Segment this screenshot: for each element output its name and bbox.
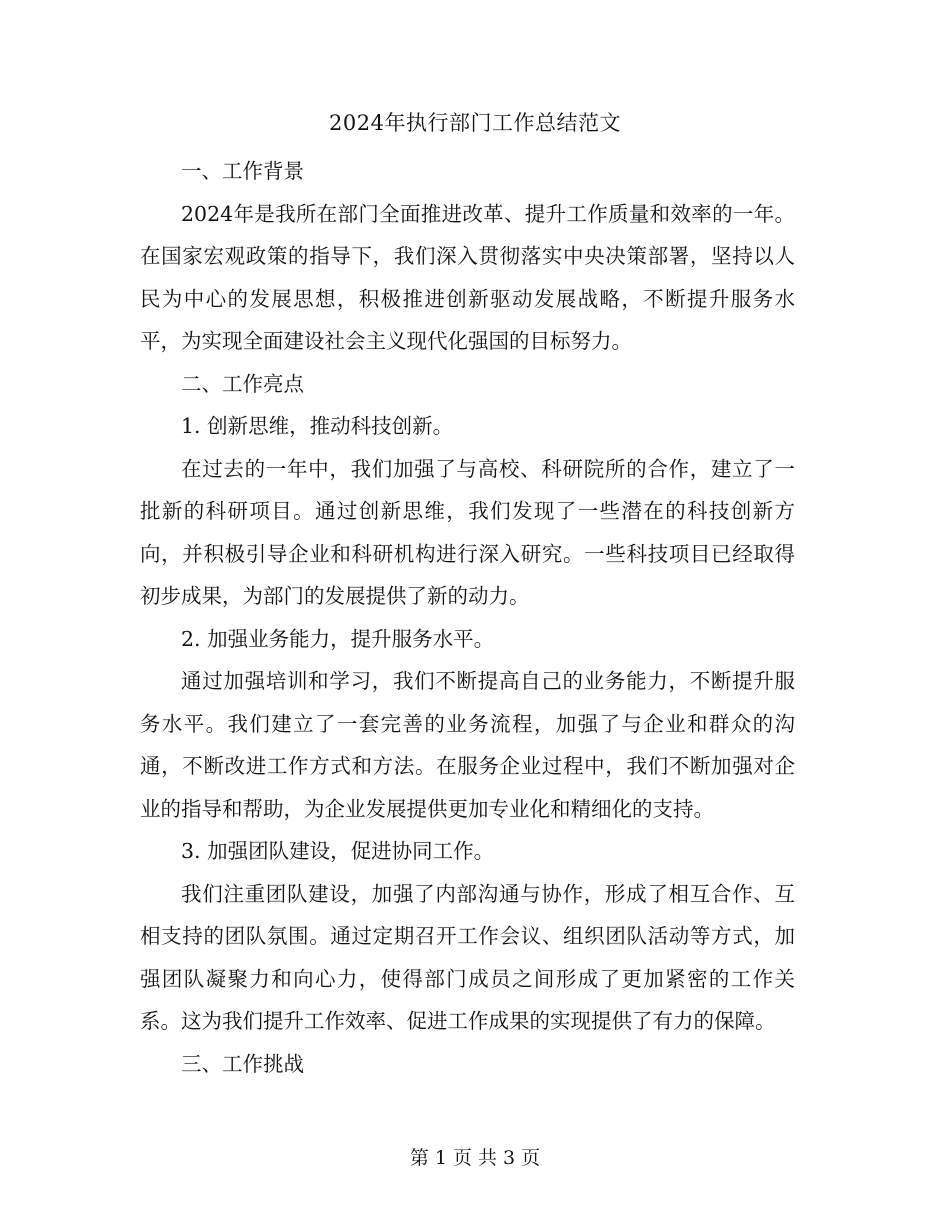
page-footer: 第 1 页 共 3 页 [409,1147,541,1169]
paragraph-team-building: 我们注重团队建设，加强了内部沟通与协作，形成了相互合作、互相支持的团队氛围。通过定期召开工作会议、组织团队活动等方式，加强团队凝聚力和向心力，使得部门成员之间形成了更加紧密的工作关系。这为我们提升工作效率、促进工作成果的实现提供了有力的保障。 [140,881,795,1033]
document-body [140,150,795,1085]
section-heading-background: 一、工作背景 [181,159,304,183]
paragraph-business-ability: 通过加强培训和学习，我们不断提高自己的业务能力，不断提升服务水平。我们建立了一套完善的业务流程，加强了与企业和群众的沟通，不断改进工作方式和方法。在服务企业过程中，我们不断加强对企业的指导和帮助，为企业发展提供更加专业化和精细化的支持。 [140,669,795,821]
subheading-team-building: 3. 加强团队建设，促进协同工作。 [181,839,495,863]
section-heading-highlights: 二、工作亮点 [181,371,304,396]
paragraph-innovation: 在过去的一年中，我们加强了与高校、科研院所的合作，建立了一批新的科研项目。通过创新思维，我们发现了一些潜在的科技创新方向，并积极引导企业和科研机构进行深入研究。一些科技项目已经取得初步成果，为部门的发展提供了新的动力。 [140,456,795,608]
subheading-business-ability: 2. 加强业务能力，提升服务水平。 [181,626,495,651]
section-heading-challenges: 三、工作挑战 [181,1051,304,1076]
document-title: 2024年执行部门工作总结范文 [329,111,621,135]
subheading-innovation: 1. 创新思维，推动科技创新。 [181,414,454,438]
paragraph-background: 2024年是我所在部门全面推进改革、提升工作质量和效率的一年。在国家宏观政策的指导下，我们深入贯彻落实中央决策部署，坚持以人民为中心的发展思想，积极推进创新驱动发展战略，不断提升服务水平，为实现全面建设社会主义现代化强国的目标努力。 [140,201,795,353]
